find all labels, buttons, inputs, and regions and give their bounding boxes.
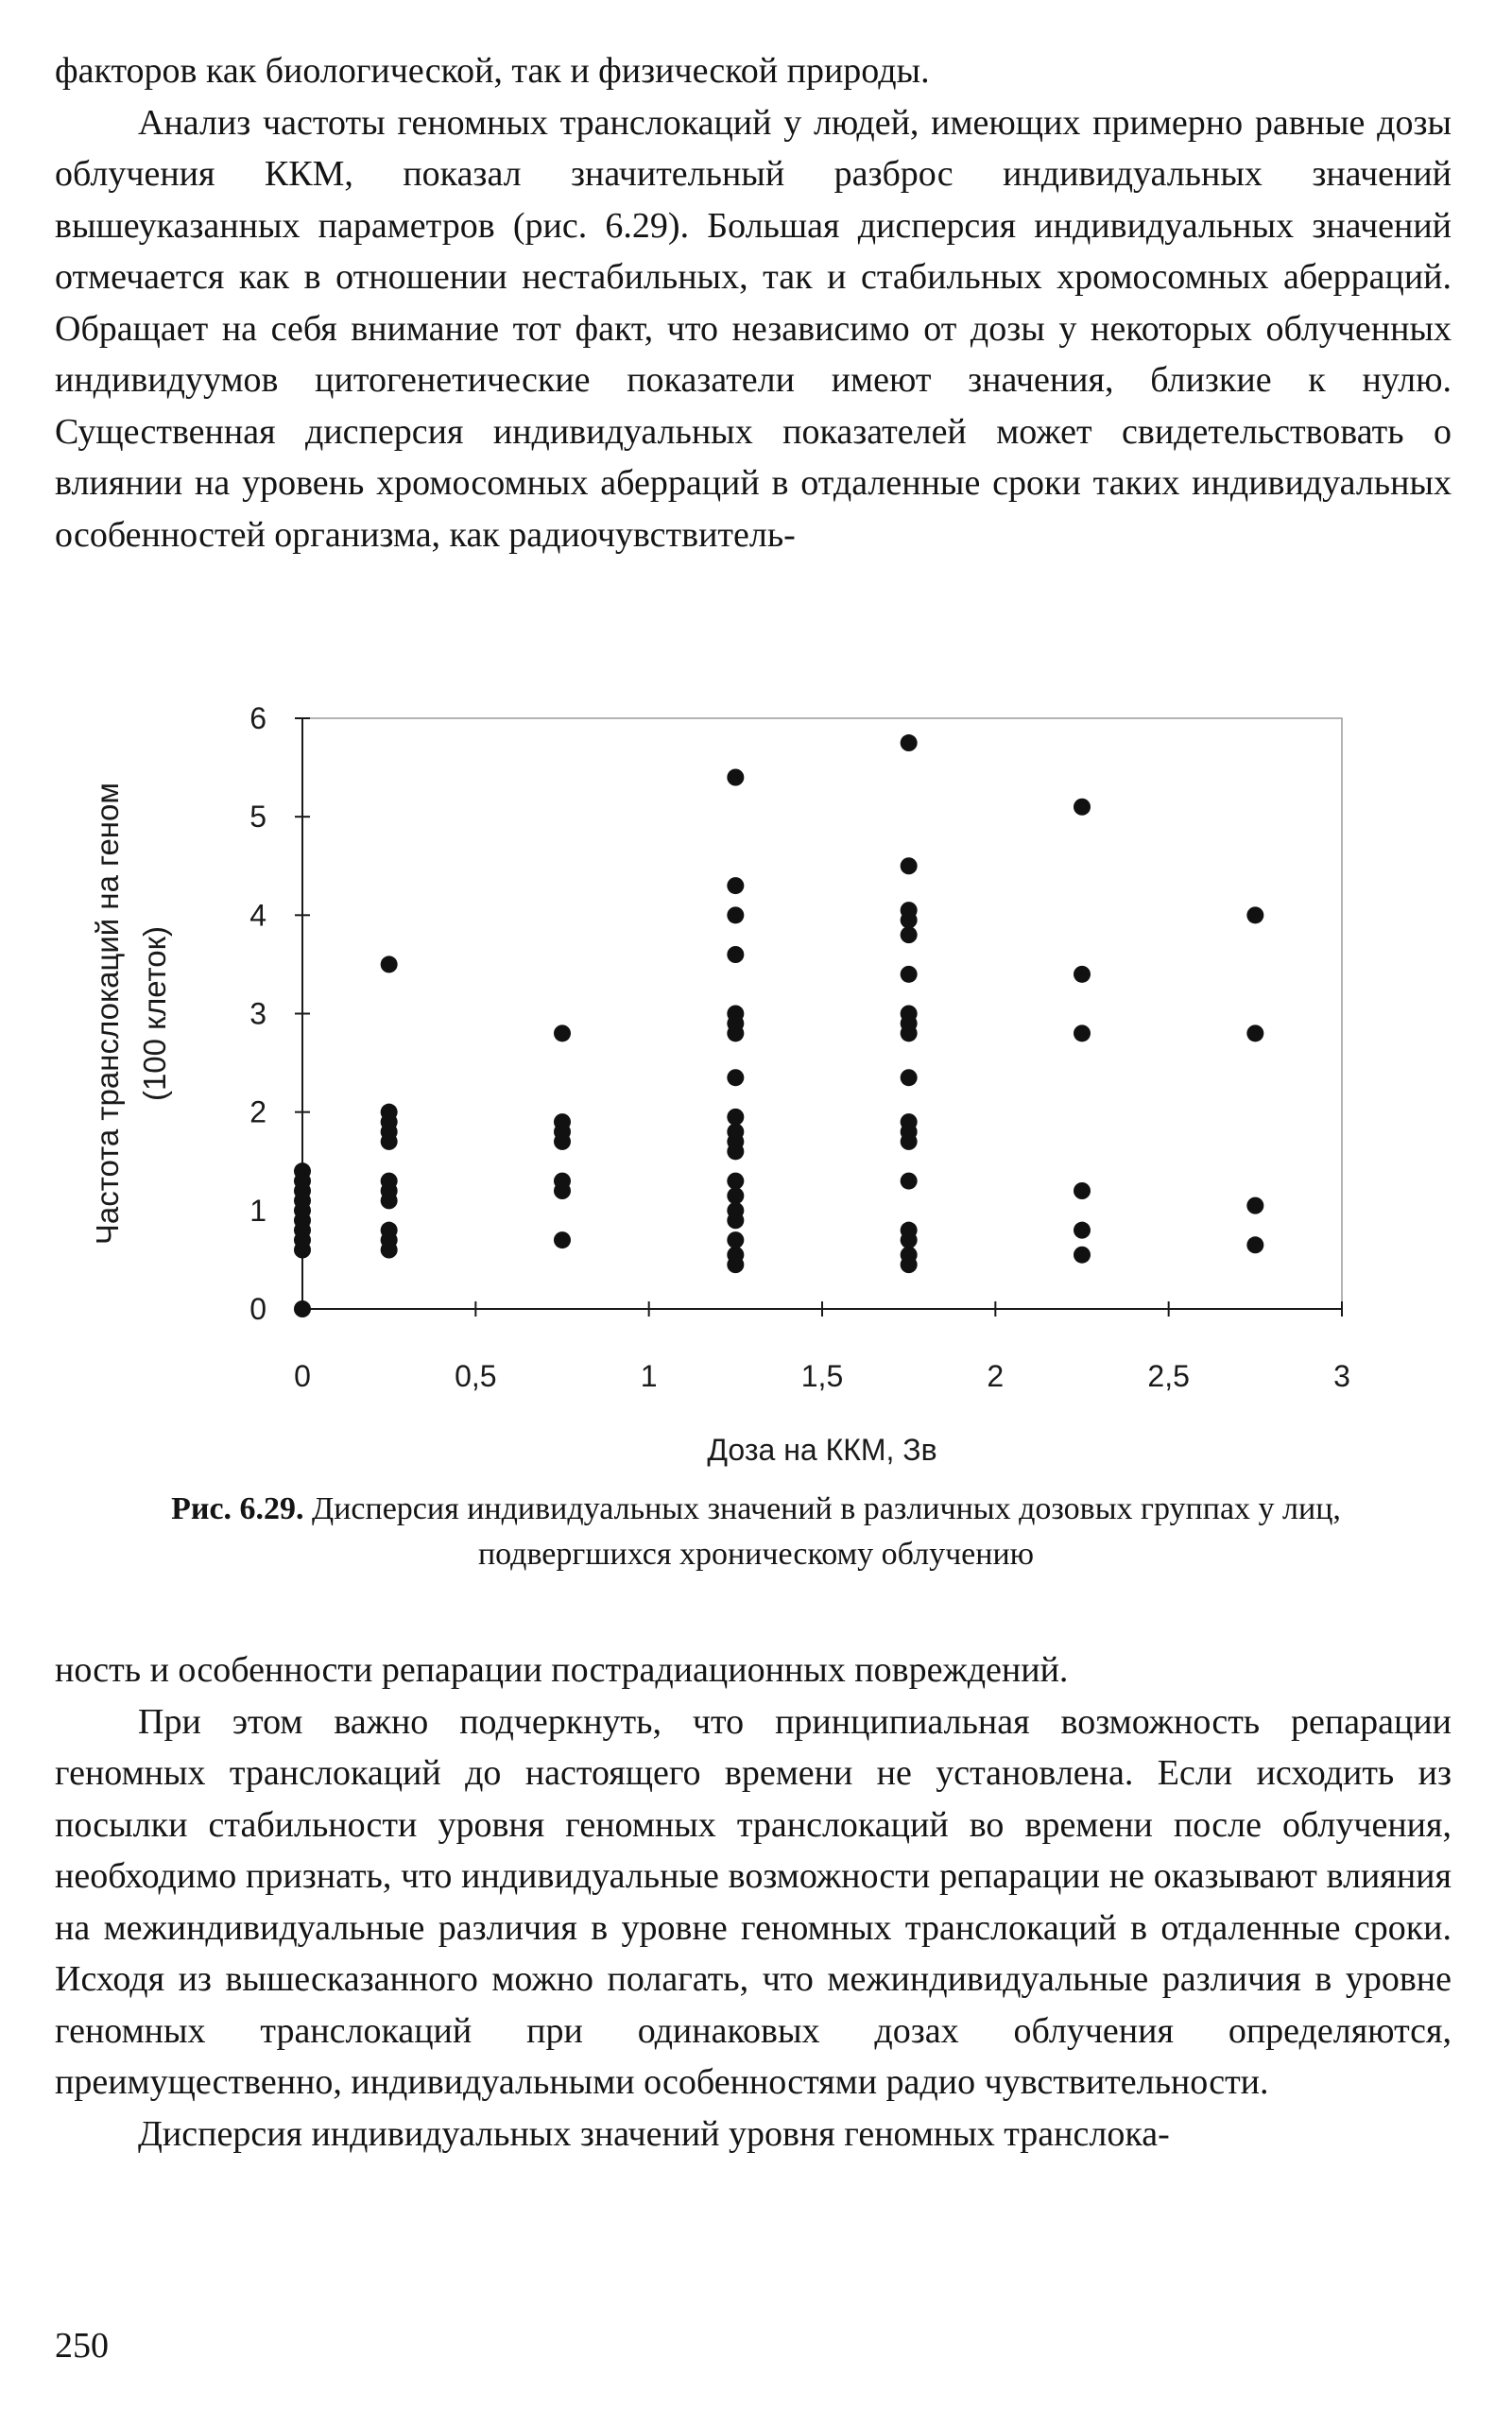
data-point <box>901 1006 918 1023</box>
data-point <box>1074 799 1091 816</box>
data-point <box>727 1202 744 1219</box>
figure-caption <box>94 1487 1418 1577</box>
data-point <box>381 1222 398 1239</box>
data-point <box>554 1024 571 1041</box>
data-point <box>727 1187 744 1204</box>
y-axis-title-line2: (100 клеток) <box>137 925 172 1102</box>
y-tick-label: 4 <box>249 898 266 933</box>
data-point <box>727 946 744 963</box>
data-point <box>381 955 398 973</box>
data-point <box>727 906 744 923</box>
data-point <box>901 857 918 874</box>
x-tick-label: 1,5 <box>800 1359 844 1393</box>
data-point <box>901 1222 918 1239</box>
y-axis-title-line1: Частота транслокаций на геном <box>90 782 125 1246</box>
data-point <box>727 1006 744 1023</box>
data-point <box>901 966 918 983</box>
x-tick-label: 3 <box>1333 1359 1350 1393</box>
data-point <box>901 1173 918 1190</box>
x-tick-label: 0,5 <box>455 1359 497 1393</box>
data-point <box>381 1173 398 1190</box>
plot-frame <box>302 718 1342 1309</box>
data-point <box>554 1231 571 1248</box>
y-tick-label: 0 <box>249 1292 266 1326</box>
caption-text: Дисперсия индивидуальных значений в различных дозовых группах у лиц, подвергшихся хроническому облучению <box>312 1491 1341 1572</box>
data-point <box>727 1124 744 1141</box>
caption-label: Рис. 6.29. <box>171 1491 304 1526</box>
data-point <box>901 902 918 919</box>
data-point <box>1074 966 1091 983</box>
data-point <box>1246 1024 1263 1041</box>
data-point <box>1074 1182 1091 1199</box>
data-point <box>901 1247 918 1264</box>
y-tick-label: 5 <box>249 800 266 835</box>
data-point <box>381 1104 398 1121</box>
data-point <box>727 1247 744 1264</box>
top-text-block <box>55 45 1452 560</box>
y-tick-label: 1 <box>249 1193 266 1228</box>
x-tick-label: 1 <box>640 1359 658 1393</box>
scatter-chart <box>76 699 1436 1474</box>
data-point <box>901 1069 918 1086</box>
figure-6-29 <box>76 699 1436 1474</box>
data-point <box>554 1173 571 1190</box>
data-point <box>294 1162 311 1179</box>
data-point <box>727 1173 744 1190</box>
data-point <box>1074 1024 1091 1041</box>
paragraph-continuation-bottom: ность и особенности репарации пострадиационных повреждений. <box>55 1650 1069 1690</box>
data-point <box>1074 1247 1091 1264</box>
paragraph-dispersion: Дисперсия индивидуальных значений уровня геномных транслока- <box>138 2113 1170 2154</box>
x-tick-label: 2 <box>987 1359 1005 1393</box>
data-point <box>1246 1236 1263 1253</box>
x-tick-label: 2,5 <box>1147 1359 1190 1393</box>
y-tick-label: 3 <box>249 996 266 1031</box>
y-tick-label: 2 <box>249 1094 266 1129</box>
paragraph-analysis: Анализ частоты геномных транслокаций у людей, имеющих примерно равные дозы облучения ККМ, показал значительный разброс индивидуальных значений вышеуказанных параметров (рис. 6.29). Большая дисперсия индивидуальных значений отмечается как в отношении нестабильных, так и стабильных хромосомных аберраций. Обращает на себя внимание тот факт, что независимо от дозы у некоторых облученных индивидуумов цитогенетические показатели имеют значения, близкие к нулю. Существенная дисперсия индивидуальных показателей может свидетельствовать о влиянии на уровень хромосомных аберраций в отдаленные сроки таких индивидуальных особенностей организма, как радиочувствитель- <box>55 102 1452 555</box>
bottom-text-block <box>55 1644 1452 2160</box>
page-number: 250 <box>55 2326 109 2366</box>
data-point <box>1246 906 1263 923</box>
data-point <box>1246 1197 1263 1214</box>
data-point <box>294 1300 311 1317</box>
data-point <box>727 1109 744 1126</box>
data-point <box>554 1113 571 1130</box>
data-point <box>727 769 744 786</box>
y-tick-label: 6 <box>249 701 266 735</box>
data-point <box>901 1113 918 1130</box>
paragraph-repair: При этом важно подчеркнуть, что принципиальная возможность репарации геномных транслокаций до настоящего времени не установлена. Если исходить из посылки стабильности уровня геномных транслокаций во времени после облучения, необходимо признать, что индивидуальные возможности репарации не оказывают влияния на межиндивидуальные различия в уровне геномных транслокаций в отдаленные сроки. Исходя из вышесказанного можно полагать, что межиндивидуальные различия в уровне геномных транслокаций при одинаковых дозах облучения определяются, преимущественно, индивидуальными особенностями радио чувствительности. <box>55 1701 1452 2102</box>
data-point <box>727 877 744 894</box>
data-point <box>1074 1222 1091 1239</box>
data-point <box>727 1231 744 1248</box>
data-point <box>901 926 918 943</box>
x-tick-label: 0 <box>294 1359 311 1393</box>
data-point <box>727 1069 744 1086</box>
paragraph-continuation: факторов как биологической, так и физической природы. <box>55 51 930 91</box>
data-point <box>901 734 918 751</box>
x-axis-title: Доза на ККМ, Зв <box>707 1433 937 1467</box>
